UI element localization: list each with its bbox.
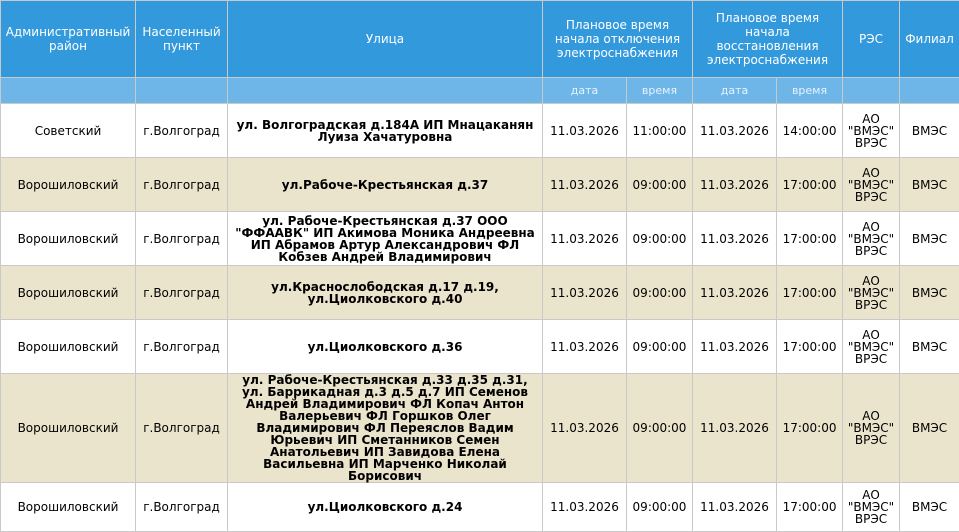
cell-district: Ворошиловский: [1, 212, 136, 266]
cell-city: г.Волгоград: [136, 158, 228, 212]
cell-res: АО "ВМЭС" ВРЭС: [843, 374, 900, 483]
cell-off-date: 11.03.2026: [543, 212, 627, 266]
cell-street: ул.Рабоче-Крестьянская д.37: [228, 158, 543, 212]
subheader-on-time: время: [777, 78, 843, 104]
cell-street: ул. Волгоградская д.184А ИП Мнацаканян Луиза Хачатуровна: [228, 104, 543, 158]
cell-street: ул. Рабоче-Крестьянская д.37 ООО "ФФААВК" ИП Акимова Моника Андреевна ИП Абрамов Артур Александрович ФЛ Кобзев Андрей Владимирович: [228, 212, 543, 266]
cell-on-date: 11.03.2026: [693, 158, 777, 212]
cell-on-date: 11.03.2026: [693, 374, 777, 483]
cell-on-date: 11.03.2026: [693, 104, 777, 158]
subheader-off-time: время: [627, 78, 693, 104]
cell-on-time: 17:00:00: [777, 374, 843, 483]
subheader-empty: [228, 78, 543, 104]
cell-district: Ворошиловский: [1, 266, 136, 320]
cell-on-date: 11.03.2026: [693, 212, 777, 266]
cell-branch: ВМЭС: [900, 158, 959, 212]
cell-off-date: 11.03.2026: [543, 104, 627, 158]
cell-branch: ВМЭС: [900, 320, 959, 374]
cell-on-time: 14:00:00: [777, 104, 843, 158]
header-row: [1, 1, 959, 78]
header-restore-time: Плановое время начала восстановления электроснабжения: [693, 1, 843, 78]
header-branch: Филиал: [900, 1, 959, 78]
subheader-empty: [1, 78, 136, 104]
table-row: [1, 212, 959, 266]
cell-off-date: 11.03.2026: [543, 374, 627, 483]
header-settlement: Населенный пункт: [136, 1, 228, 78]
cell-off-time: 09:00:00: [627, 483, 693, 532]
cell-street: ул.Циолковского д.24: [228, 483, 543, 532]
table-row: [1, 374, 959, 483]
cell-city: г.Волгоград: [136, 266, 228, 320]
table-row: [1, 104, 959, 158]
subheader-on-date: дата: [693, 78, 777, 104]
cell-street: ул. Рабоче-Крестьянская д.33 д.35 д.31, ул. Баррикадная д.3 д.5 д.7 ИП Семенов Андрей Владимирович ФЛ Копач Антон Валерьевич ФЛ Горшков Олег Владимирович ФЛ Переяслов Вадим Юрьевич ИП Сметанников Семен Анатольевич ИП Завидова Елена Васильевна ИП Марченко Николай Борисович: [228, 374, 543, 483]
subheader-empty: [136, 78, 228, 104]
cell-branch: ВМЭС: [900, 104, 959, 158]
cell-off-time: 09:00:00: [627, 158, 693, 212]
cell-city: г.Волгоград: [136, 320, 228, 374]
subheader-empty: [900, 78, 959, 104]
cell-res: АО "ВМЭС" ВРЭС: [843, 158, 900, 212]
header-res: РЭС: [843, 1, 900, 78]
cell-city: г.Волгоград: [136, 212, 228, 266]
cell-res: АО "ВМЭС" ВРЭС: [843, 266, 900, 320]
cell-on-time: 17:00:00: [777, 320, 843, 374]
cell-off-date: 11.03.2026: [543, 266, 627, 320]
header-street: Улица: [228, 1, 543, 78]
cell-street: ул.Краснослободская д.17 д.19, ул.Циолковского д.40: [228, 266, 543, 320]
cell-branch: ВМЭС: [900, 266, 959, 320]
table-row: [1, 158, 959, 212]
cell-on-time: 17:00:00: [777, 212, 843, 266]
cell-on-time: 17:00:00: [777, 483, 843, 532]
table-row: [1, 266, 959, 320]
subheader-row: [1, 78, 959, 104]
cell-off-date: 11.03.2026: [543, 158, 627, 212]
cell-off-date: 11.03.2026: [543, 483, 627, 532]
header-off-time: Плановое время начала отключения электроснабжения: [543, 1, 693, 78]
cell-off-time: 11:00:00: [627, 104, 693, 158]
cell-off-time: 09:00:00: [627, 320, 693, 374]
cell-off-time: 09:00:00: [627, 266, 693, 320]
cell-city: г.Волгоград: [136, 374, 228, 483]
table-row: [1, 320, 959, 374]
cell-branch: ВМЭС: [900, 212, 959, 266]
table-row: [1, 483, 959, 532]
cell-district: Ворошиловский: [1, 374, 136, 483]
cell-city: г.Волгоград: [136, 483, 228, 532]
cell-district: Ворошиловский: [1, 158, 136, 212]
cell-on-time: 17:00:00: [777, 266, 843, 320]
cell-street: ул.Циолковского д.36: [228, 320, 543, 374]
cell-on-date: 11.03.2026: [693, 320, 777, 374]
cell-district: Ворошиловский: [1, 483, 136, 532]
subheader-empty: [843, 78, 900, 104]
cell-on-time: 17:00:00: [777, 158, 843, 212]
cell-res: АО "ВМЭС" ВРЭС: [843, 483, 900, 532]
cell-on-date: 11.03.2026: [693, 266, 777, 320]
cell-res: АО "ВМЭС" ВРЭС: [843, 104, 900, 158]
cell-on-date: 11.03.2026: [693, 483, 777, 532]
subheader-off-date: дата: [543, 78, 627, 104]
cell-off-time: 09:00:00: [627, 212, 693, 266]
cell-off-time: 09:00:00: [627, 374, 693, 483]
cell-district: Советский: [1, 104, 136, 158]
cell-off-date: 11.03.2026: [543, 320, 627, 374]
cell-district: Ворошиловский: [1, 320, 136, 374]
cell-res: АО "ВМЭС" ВРЭС: [843, 212, 900, 266]
header-district: Административный район: [1, 1, 136, 78]
cell-city: г.Волгоград: [136, 104, 228, 158]
cell-res: АО "ВМЭС" ВРЭС: [843, 320, 900, 374]
cell-branch: ВМЭС: [900, 483, 959, 532]
cell-branch: ВМЭС: [900, 374, 959, 483]
